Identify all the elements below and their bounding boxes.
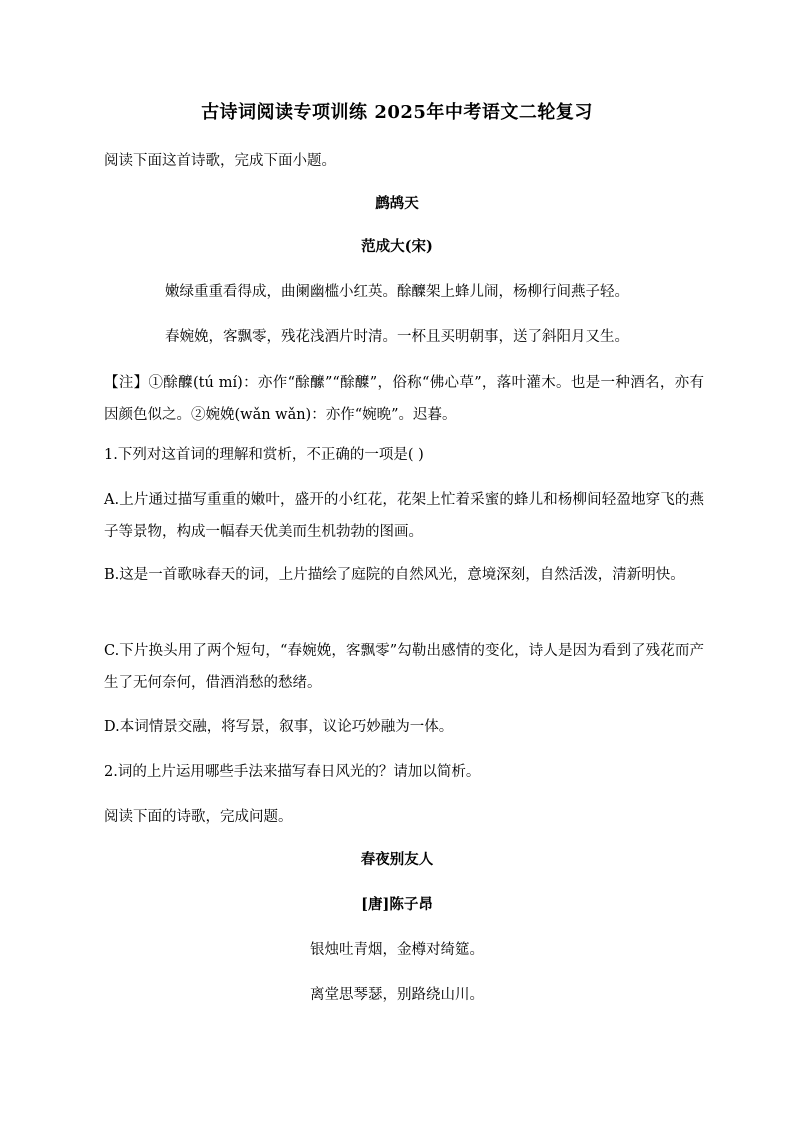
- option-b: B.这是一首歌咏春天的词，上片描绘了庭院的自然风光，意境深刻，自然活泼，清新明快。: [104, 567, 685, 583]
- option-a: A.上片通过描写重重的嫩叶，盛开的小红花，花架上忙着采蜜的蜂儿和杨柳间轻盈地穿飞的燕子等景物，构成一幅春天优美而生机勃勃的图画。: [104, 492, 704, 540]
- option-d: D.本词情景交融，将写景，叙事，议论巧妙融为一体。: [104, 719, 454, 735]
- poem1-line-1: 嫩绿重重看得成，曲阑幽槛小红英。酴醾架上蜂儿闹，杨柳行间燕子轻。: [165, 284, 629, 300]
- poem2-line-2: 离堂思琴瑟，别路绕山川。: [310, 987, 484, 1003]
- option-c: C.下片换头用了两个短句，“春婉娩，客飘零”勾勒出感情的变化，诗人是因为看到了残花而产生了无何奈何，借酒消愁的愁绪。: [104, 643, 704, 691]
- poem1-title: 鹧鸪天: [375, 195, 419, 212]
- question-2: 2.词的上片运用哪些手法来描写春日风光的？请加以简析。: [104, 764, 481, 780]
- poem2-author: [唐]陈子昂: [361, 896, 433, 913]
- poem1-author: 范成大(宋): [361, 238, 433, 255]
- poem2-line-1: 银烛吐青烟，金樽对绮筵。: [310, 942, 484, 958]
- poem1-line-2: 春婉娩，客飘零，残花浅酒片时清。一杯且买明朝事，送了斜阳月又生。: [165, 329, 629, 345]
- document-title: 古诗词阅读专项训练 2025年中考语文二轮复习: [201, 102, 593, 123]
- intro-text-2: 阅读下面的诗歌，完成问题。: [104, 809, 293, 825]
- poem2-title: 春夜别友人: [360, 851, 434, 868]
- annotation-note: 【注】①酴醾(tú mí)：亦作“酴醿”“酴醾”，俗称“佛心草”，落叶灌木。也是一种酒名，亦有因颜色似之。②婉娩(wǎn wǎn)：亦作“婉晩”。迟暮。: [104, 375, 704, 423]
- question-1: 1.下列对这首词的理解和赏析，不正确的一项是( ): [104, 447, 424, 463]
- intro-text-1: 阅读下面这首诗歌，完成下面小题。: [104, 153, 336, 169]
